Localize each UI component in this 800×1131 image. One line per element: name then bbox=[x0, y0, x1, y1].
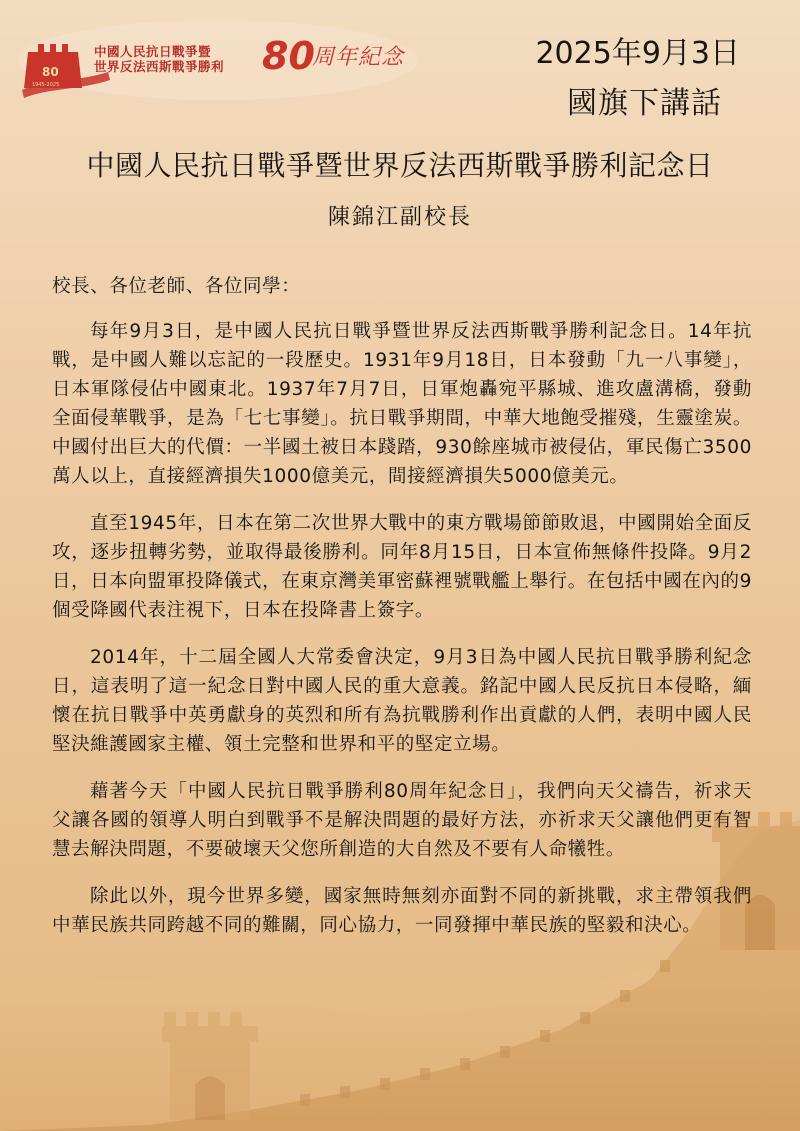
speaker-name: 陳錦江副校長 bbox=[327, 205, 472, 230]
logo-caption bbox=[94, 44, 284, 74]
logo-line-1: 中國人民抗日戰爭暨 bbox=[94, 44, 212, 59]
speech-body bbox=[52, 272, 752, 958]
emblem-years: 1945-2025 bbox=[32, 82, 60, 88]
speech-type-heading: 國旗下講話 bbox=[567, 86, 722, 121]
paragraph-3: 2014年，十二屆全國人大常委會決定，9月3日為中國人民抗日戰爭勝利紀念日，這表明了這一紀念日對中國人民的重大意義。銘記中國人民反抗日本侵略，緬懷在抗日戰爭中英勇獻身的英烈和所有為抗戰勝利作出貢獻的人們，表明中國人民堅決維護國家主權、領土完整和世界和平的堅定立場。 bbox=[52, 647, 752, 755]
page-title: 中國人民抗日戰爭暨世界反法西斯戰爭勝利記念日 bbox=[86, 149, 714, 182]
logo-80-number: 80 bbox=[262, 34, 315, 78]
paragraph-5: 除此以外，現今世界多變，國家無時無刻亦面對不同的新挑戰，求主帶領我們中華民族共同跨越不同的難關，同心協力，一同發揮中華民族的堅毅和決心。 bbox=[52, 886, 752, 936]
paragraph-1: 每年9月3日，是中國人民抗日戰爭暨世界反法西斯戰爭勝利記念日。14年抗戰，是中國人難以忘記的一段歷史。1931年9月18日，日本發動「九一八事變」，日本軍隊侵佔中國東北。1937年7月7日，日軍炮轟宛平縣城、進攻盧溝橋，發動全面侵華戰爭，是為「七七事變」。抗日戰爭期間，中華大地飽受摧殘，生靈塗炭。中國付出巨大的代價：一半國土被日本踐踏，930餘座城市被侵佔，軍民傷亡3500萬人以上，直接經濟損失1000億美元，間接經濟損失5000億美元。 bbox=[52, 321, 752, 487]
logo-line-2: 世界反法西斯戰爭勝利 bbox=[94, 59, 225, 74]
emblem-number: 80 bbox=[42, 65, 59, 79]
paragraph-2: 直至1945年，日本在第二次世界大戰中的東方戰場節節敗退，中國開始全面反攻，逐步扭轉劣勢，並取得最後勝利。同年8月15日，日本宣佈無條件投降。9月2日，日本向盟軍投降儀式，在東京灣美軍密蘇裡號戰艦上舉行。在包括中國在內的9個受降國代表注視下，日本在投降書上簽字。 bbox=[52, 513, 752, 621]
paragraph-4: 藉著今天「中國人民抗日戰爭勝利80周年紀念日」，我們向天父禱告，祈求天父讓各國的領導人明白到戰爭不是解決問題的最好方法，亦祈求天父讓他們更有智慧去解決問題，不要破壞天父您所創造的大自然及不要有人命犧牲。 bbox=[52, 781, 752, 860]
logo-anniversary-text: 周年紀念 bbox=[312, 45, 405, 70]
speech-date: 2025年9月3日 bbox=[535, 36, 740, 71]
greeting: 校長、各位老師、各位同學： bbox=[52, 276, 301, 297]
